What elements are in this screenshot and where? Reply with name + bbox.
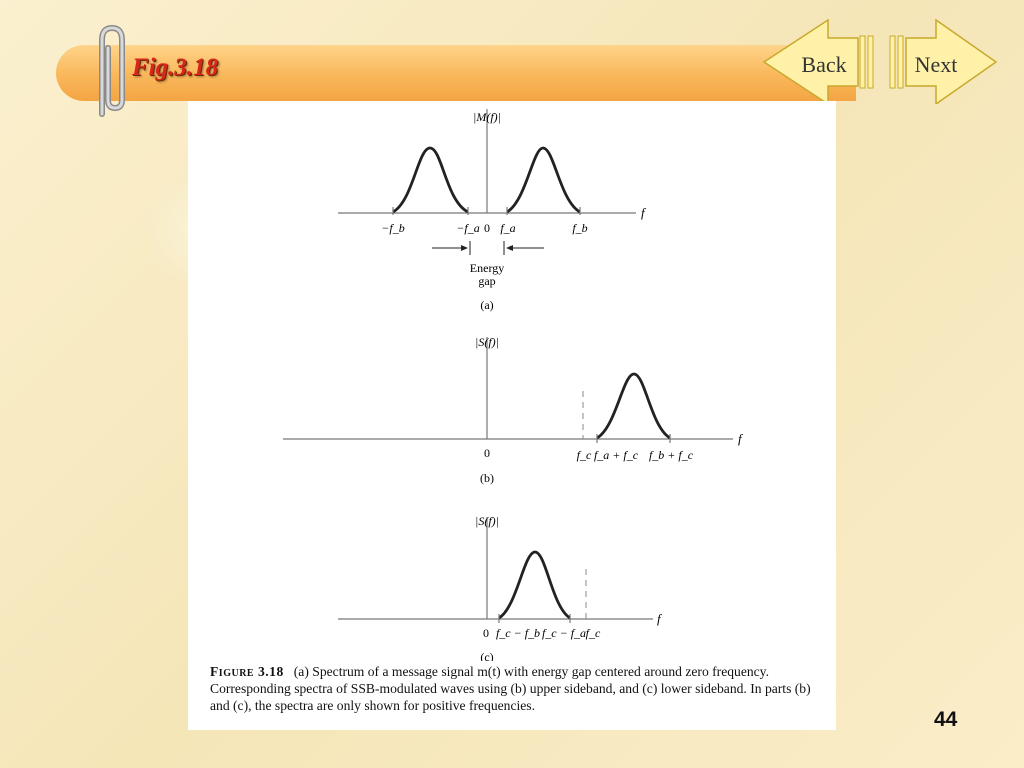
panel-a-neg-spectrum [393,148,468,212]
back-label: Back [801,52,847,77]
panel-b [283,335,744,485]
panel-c-label: (c) [480,650,494,661]
panel-a-ylabel: |M(f)| [473,110,501,124]
caption-text: (a) Spectrum of a message signal m(t) with energy gap centered around zero frequency. Corresponding spectra of SSB-modulated waves using (b) upper sideband, and (c) lower sideband. In parts (b) and (c), the spectra are only shown for positive frequencies. [210,664,811,713]
panel-c-ylabel: |S(f)| [475,514,499,528]
panel-c-tick: f_c − f_a [541,626,587,640]
panel-a-tick: 0 [484,221,490,235]
panel-b-ylabel: |S(f)| [475,335,499,349]
back-button[interactable] [764,20,858,104]
energy-gap-label: gap [478,274,496,288]
panel-b-xlabel: f [738,431,742,446]
panel-a-tick: f_b [572,221,588,235]
next-label: Next [914,52,958,77]
panel-b-tick: 0 [484,446,490,460]
nav-buttons [760,18,1000,104]
panel-a-pos-spectrum [507,148,580,212]
panel-c [338,514,663,661]
nav-separator-left [860,36,873,88]
panel-a [338,109,647,312]
panel-c-tick: f_c [585,626,601,640]
panel-b-label: (b) [480,471,494,485]
figure-diagram [188,101,836,661]
panel-c-lower-sideband [499,552,570,618]
page-number: 44 [934,708,958,731]
panel-c-tick: f_c − f_b [495,626,541,640]
panel-a-tick: −f_a [456,221,480,235]
figure-caption [210,663,830,714]
figure-card [188,101,836,730]
energy-gap-label: Energy [469,261,505,275]
panel-b-tick: f_a + f_c [593,448,639,462]
panel-a-tick: −f_b [381,221,405,235]
panel-b-tick: f_b + f_c [648,448,694,462]
panel-a-label: (a) [480,298,494,312]
paperclip-icon [88,22,132,122]
panel-c-xlabel: f [657,611,661,626]
nav-separator-right [890,36,903,88]
caption-figure-label: Figure 3.18 [210,664,284,679]
panel-c-tick: 0 [483,626,489,640]
next-button[interactable] [906,20,996,104]
slide-title: Fig.3.18 [132,54,219,81]
panel-a-tick: f_a [500,221,516,235]
panel-b-upper-sideband [597,374,670,438]
panel-b-tick: f_c [576,448,592,462]
panel-a-xlabel: f [641,205,645,220]
